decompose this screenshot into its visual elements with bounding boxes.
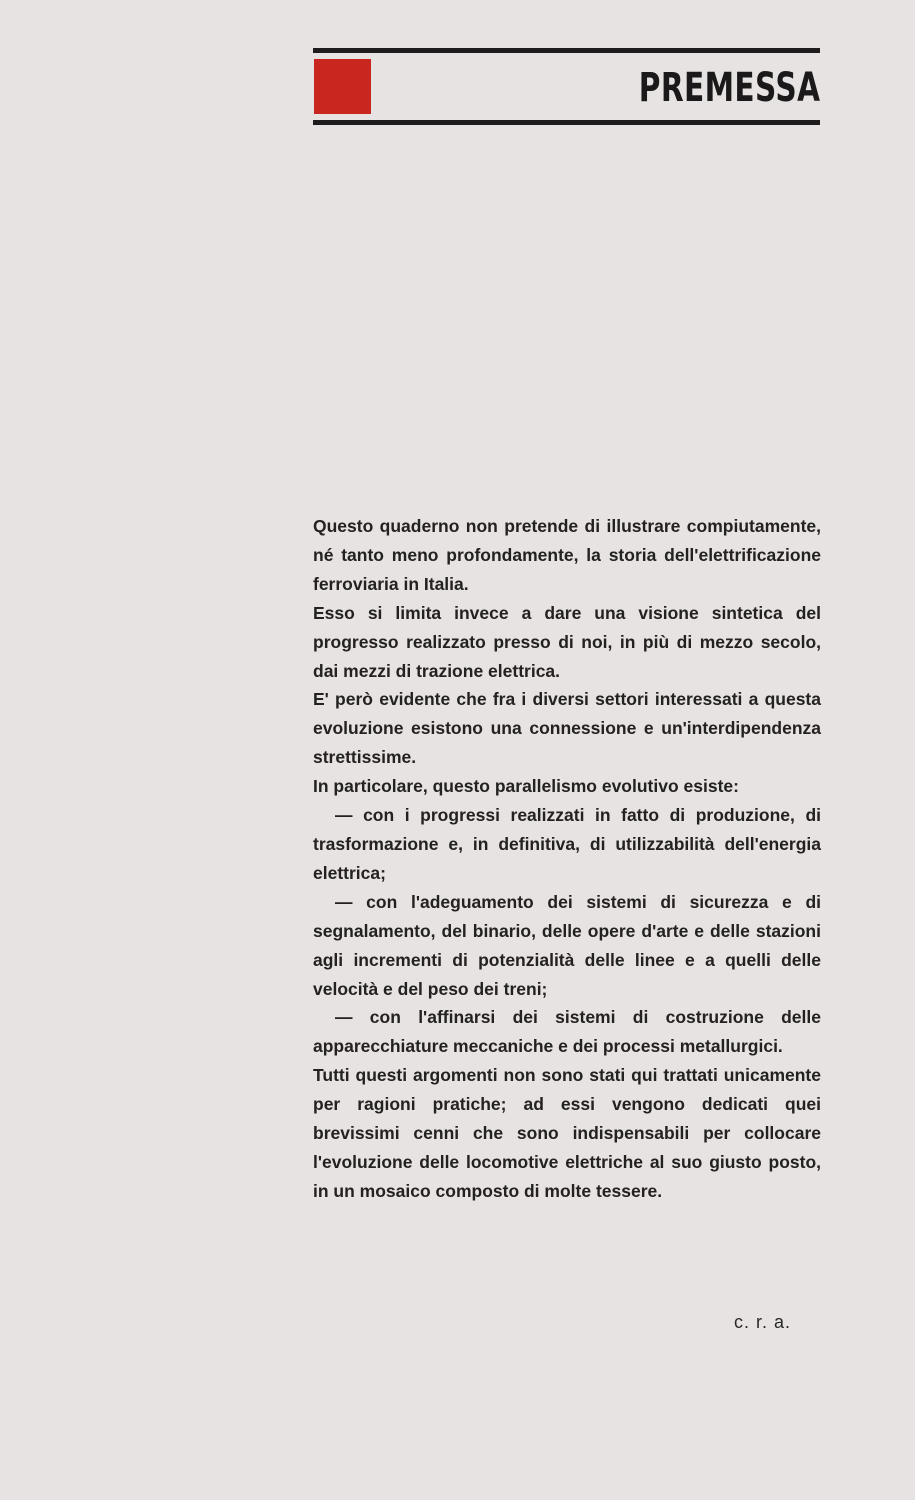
list-item-energy: — con i progressi realizzati in fatto di produzione, di trasformazione e, in definitiva, di utilizzabilità dell'energia elettrica; xyxy=(313,805,821,883)
paragraph-parallelism: In particolare, questo parallelismo evolutivo esiste: xyxy=(313,776,739,797)
paragraph-intro: Questo quaderno non pretende di illustrare compiutamente, né tanto meno profondamente, la storia dell'elettrificazione ferroviaria in Italia. xyxy=(313,516,821,594)
page-title: PREMESSA xyxy=(638,65,820,111)
list-item-safety: — con l'adeguamento dei sistemi di sicurezza e di segnalamento, del binario, delle opere d'arte e delle stazioni agli incrementi di potenzialità delle linee e a quelli delle velocità e del peso dei treni; xyxy=(313,891,821,999)
red-accent-block xyxy=(314,59,371,114)
list-item-construction: — con l'affinarsi dei sistemi di costruzione delle apparecchiature meccaniche e dei processi metallurgici. xyxy=(313,1007,821,1057)
page-header xyxy=(313,48,820,126)
header-rule-top xyxy=(313,48,820,53)
paragraph-conclusion: Tutti questi argomenti non sono stati qui trattati unicamente per ragioni pratiche; ad essi vengono dedicati quei brevissimi cenni che sono indispensabili per collocare l'evoluzione delle locomotive elettriche al suo giusto posto, in un mosaico composto di molte tessere. xyxy=(313,1065,821,1201)
body-text xyxy=(313,512,821,1206)
signature: c. r. a. xyxy=(734,1312,792,1332)
header-rule-bottom xyxy=(313,120,820,125)
paragraph-connection: E' però evidente che fra i diversi settori interessati a questa evoluzione esistono una connessione e un'interdipendenza strettissime. xyxy=(313,689,821,768)
paragraph-scope: Esso si limita invece a dare una visione sintetica del progresso realizzato presso di noi, in più di mezzo secolo, dai mezzi di trazione elettrica. xyxy=(313,602,821,681)
